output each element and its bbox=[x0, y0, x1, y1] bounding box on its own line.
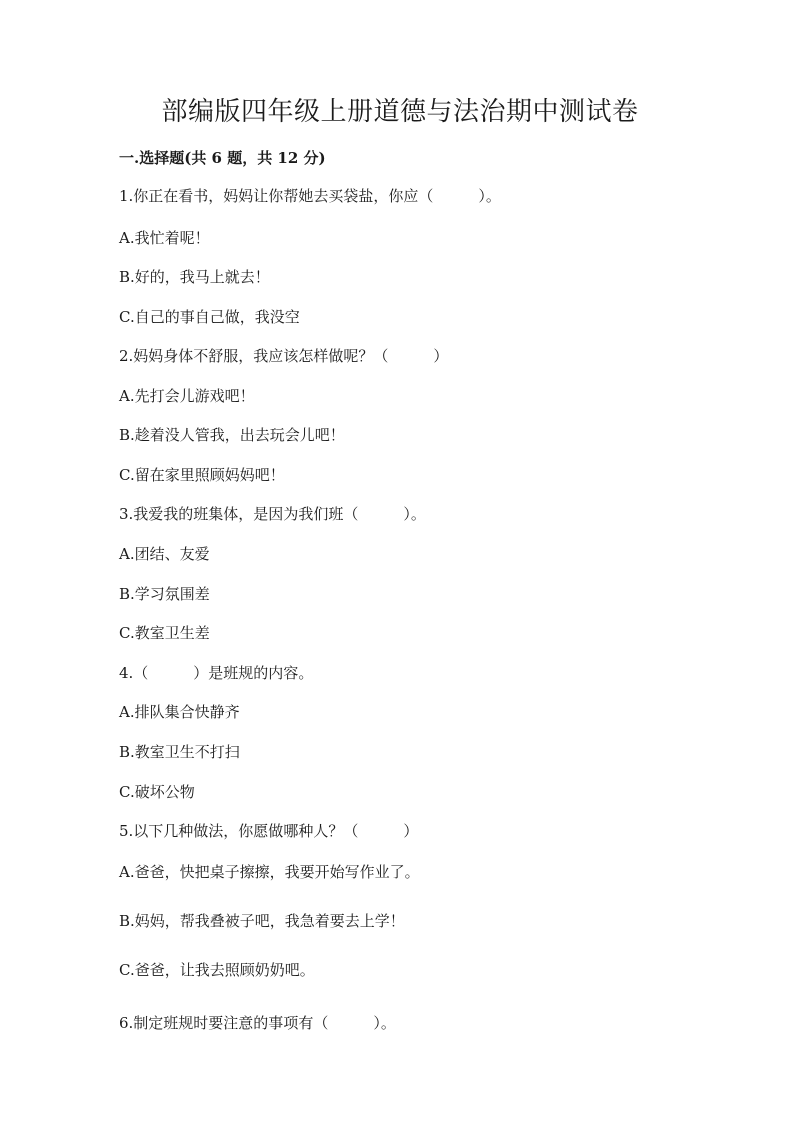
question-4-option-c: C.破坏公物 bbox=[119, 783, 195, 801]
question-2-option-b: B.趁着没人管我，出去玩会儿吧！ bbox=[119, 426, 345, 444]
question-6-stem: 6.制定班规时要注意的事项有（ ）。 bbox=[119, 1014, 396, 1032]
question-1-option-b: B.好的，我马上就去！ bbox=[119, 268, 270, 286]
question-2-option-c: C.留在家里照顾妈妈吧！ bbox=[119, 466, 285, 484]
question-3-option-c: C.教室卫生差 bbox=[119, 624, 210, 642]
question-4-stem: 4.（ ）是班规的内容。 bbox=[119, 664, 314, 682]
question-5-option-a: A.爸爸，快把桌子擦擦，我要开始写作业了。 bbox=[119, 863, 420, 881]
question-1-option-c: C.自己的事自己做，我没空 bbox=[119, 308, 300, 326]
question-5-option-c: C.爸爸，让我去照顾奶奶吧。 bbox=[119, 961, 315, 979]
question-4-option-b: B.教室卫生不打扫 bbox=[119, 743, 240, 761]
section-heading: 一.选择题(共 6 题，共 12 分) bbox=[119, 149, 326, 167]
question-4-option-a: A.排队集合快静齐 bbox=[119, 703, 240, 721]
question-3-option-b: B.学习氛围差 bbox=[119, 585, 210, 603]
question-2-stem: 2.妈妈身体不舒服，我应该怎样做呢？（ ） bbox=[119, 347, 449, 365]
question-1-option-a: A.我忙着呢！ bbox=[119, 229, 210, 247]
question-3-option-a: A.团结、友爱 bbox=[119, 545, 210, 563]
question-5-option-b: B.妈妈，帮我叠被子吧，我急着要去上学！ bbox=[119, 912, 405, 930]
question-5-stem: 5.以下几种做法，你愿做哪种人？（ ） bbox=[119, 822, 419, 840]
page-title: 部编版四年级上册道德与法治期中测试卷 bbox=[161, 97, 639, 127]
question-1-stem: 1.你正在看书，妈妈让你帮她去买袋盐，你应（ ）。 bbox=[119, 187, 501, 205]
question-3-stem: 3.我爱我的班集体，是因为我们班（ ）。 bbox=[119, 505, 426, 523]
question-2-option-a: A.先打会儿游戏吧！ bbox=[119, 387, 255, 405]
